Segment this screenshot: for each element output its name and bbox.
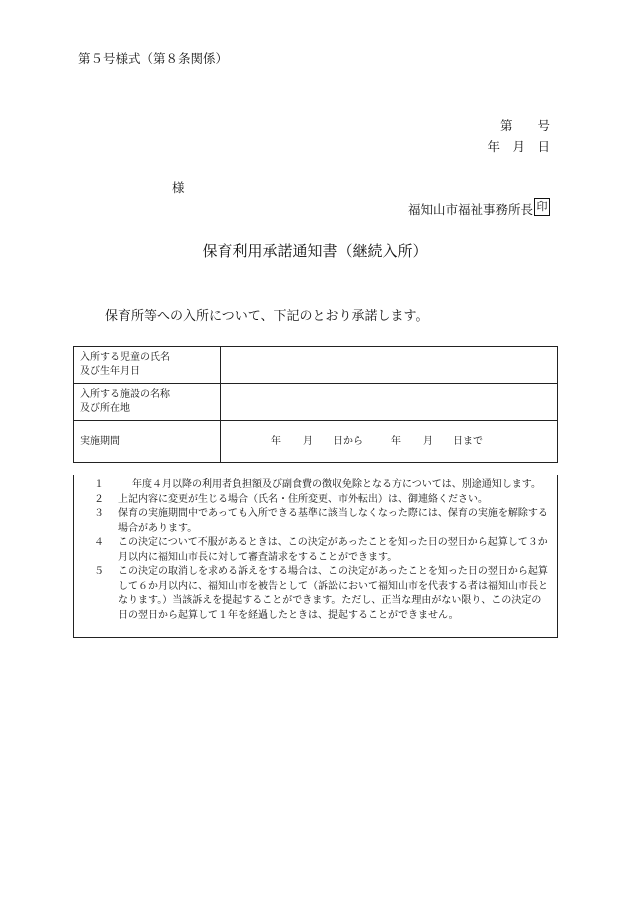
child-name-label: 入所する児童の氏名 及び生年月日 xyxy=(74,347,221,384)
document-title: 保育利用承諾通知書（継続入所） xyxy=(202,242,428,260)
lead-sentence: 保育所等への入所について、下記のとおり承諾します。 xyxy=(105,309,429,324)
note-item: ２ 上記内容に変更が生じる場合（氏名・住所変更、市外転出）は、御連絡ください。 xyxy=(94,493,488,505)
document-number: 第 号 xyxy=(499,118,550,133)
period-end-month: 月 xyxy=(423,435,433,447)
period-start-year: 年 xyxy=(271,435,281,447)
table-row xyxy=(74,347,558,384)
seal-mark: 印 xyxy=(534,198,550,216)
period-end-year: 年 xyxy=(391,435,401,447)
note-item: １ 年度４月以降の利用者負担額及び副食費の徴収免除となる方については、別途通知します。 xyxy=(94,479,541,490)
info-table xyxy=(73,346,558,463)
issuer-name: 福知山市福祉事務所長 xyxy=(407,202,533,217)
facility-label: 入所する施設の名称 及び所在地 xyxy=(74,384,221,421)
period-end-day: 日まで xyxy=(453,435,483,447)
period-label: 実施期間 xyxy=(74,421,221,463)
period-value xyxy=(221,421,558,463)
notes-box xyxy=(73,475,558,638)
note-item: ４ この決定について不服があるときは、この決定があったことを知った日の翌日から起算して３か月以内に福知山市長に対して審査請求をすることができます。 xyxy=(94,537,548,563)
document-date: 年 月 日 xyxy=(487,139,550,154)
facility-value xyxy=(221,384,558,421)
table-row xyxy=(74,421,558,463)
note-item: ５ この決定の取消しを求める訴えをする場合は、この決定があったことを知った日の翌日から起算して６か月以内に、福知山市を被告として（訴訟において福知山市を代表する者は福知山市長となります。）当該訴えを提起することができます。ただし、正当な理由がない限り、この決定の日の翌日から起算して１年を経過したときは、提起することができません。 xyxy=(94,566,548,621)
note-item: ３ 保育の実施期間中であっても入所できる基準に該当しなくなった際には、保育の実施を解除する場合があります。 xyxy=(94,508,548,534)
addressee-suffix: 様 xyxy=(172,180,185,195)
period-start-day: 日から xyxy=(333,435,363,447)
table-row xyxy=(74,384,558,421)
child-name-value xyxy=(221,347,558,384)
period-start-month: 月 xyxy=(303,435,313,447)
form-number: 第５号様式（第８条関係） xyxy=(78,51,229,66)
